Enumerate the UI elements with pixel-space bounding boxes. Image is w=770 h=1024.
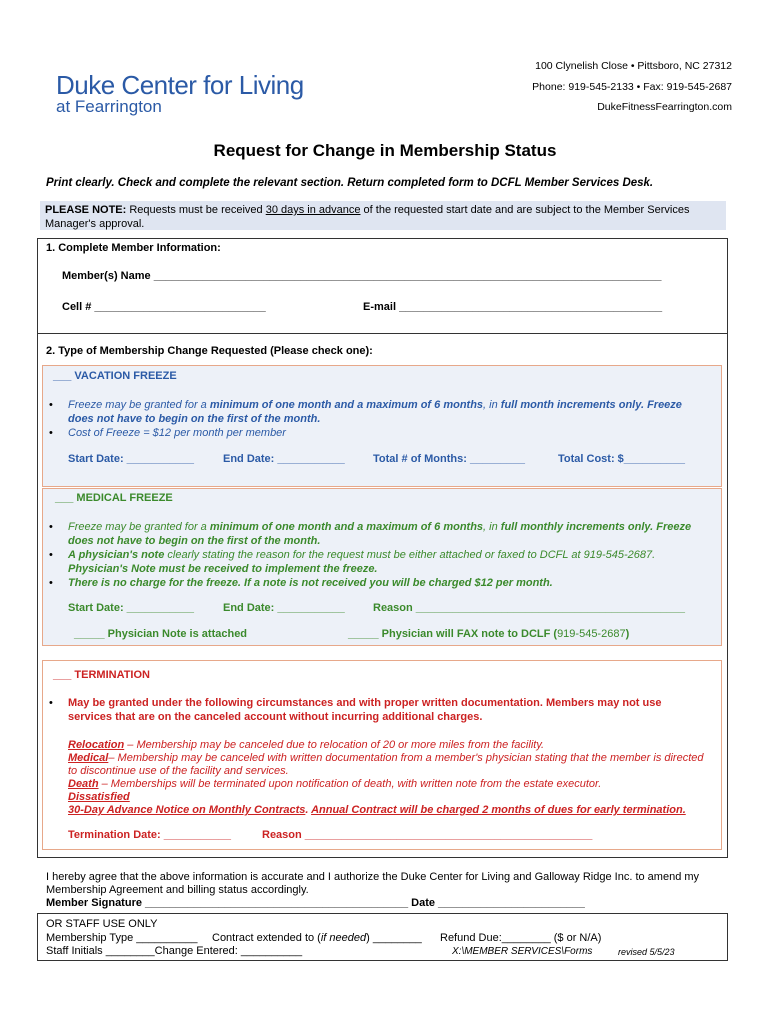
agreement-line1: I hereby agree that the above information is accurate and I authorize the Duke Center for Living and Galloway Ridge Inc. to amend my — [46, 871, 700, 883]
termination-advance-notice: 30-Day Advance Notice on Monthly Contracts. Annual Contract will be charged 2 months of dues for early termination. — [68, 804, 686, 816]
bullet-icon: • — [49, 697, 53, 709]
page-title: Request for Change in Membership Status — [213, 141, 557, 160]
termination-checkbox[interactable]: ___ TERMINATION — [53, 669, 150, 681]
membership-type-field[interactable]: Membership Type __________ — [46, 932, 198, 944]
staff-heading: OR STAFF USE ONLY — [46, 918, 158, 930]
medical-bullet-1-line2: does not have to begin on the first of the month. — [68, 535, 321, 547]
form-path: X:\MEMBER SERVICES\Forms — [452, 946, 593, 957]
medical-end-date[interactable]: End Date: ___________ — [223, 602, 345, 614]
website: DukeFitnessFearrington.com — [597, 101, 732, 113]
refund-due-field[interactable]: Refund Due:________ ($ or N/A) — [440, 932, 602, 944]
physician-note-attached-checkbox[interactable]: _____ Physician Note is attached — [74, 628, 248, 640]
bullet-icon: • — [49, 549, 53, 561]
physician-fax-checkbox[interactable]: _____ Physician will FAX note to DCLF (919-545-2687) — [348, 628, 630, 640]
medical-bullet-1: • Freeze may be granted for a minimum of one month and a maximum of 6 months, in full monthly increments only. Freeze — [49, 521, 692, 533]
cell-field[interactable]: Cell # ____________________________ — [62, 301, 266, 313]
instructions: Print clearly. Check and complete the relevant section. Return completed form to DCFL Member Services Desk. — [46, 177, 654, 189]
bullet-icon: • — [49, 427, 53, 439]
termination-bullet-1-line2: services that are on the canceled account without incurring additional charges. — [68, 711, 483, 723]
please-note-label: PLEASE NOTE: — [45, 204, 127, 216]
section2-heading: 2. Type of Membership Change Requested (Please check one): — [46, 345, 373, 357]
termination-dissatisfied: Dissatisfied — [68, 791, 130, 803]
phone-fax: Phone: 919-545-2133 • Fax: 919-545-2687 — [532, 81, 732, 93]
bullet-icon: • — [49, 521, 53, 533]
please-note — [40, 201, 726, 230]
revised-date: revised 5/5/23 — [618, 947, 675, 957]
please-note-underlined: 30 days in advance — [265, 204, 361, 216]
contract-extended-field[interactable]: Contract extended to (if needed) ________ — [212, 932, 422, 944]
members-name-field[interactable]: Member(s) Name ___________________________________________________________________________________ — [62, 270, 662, 282]
vacation-bullet-1-line2: does not have to begin on the first of the month. — [68, 413, 321, 425]
termination-medical: Medical– Membership may be canceled with written documentation from a member's physician stating that the member is directed — [68, 752, 704, 764]
vacation-freeze-checkbox[interactable]: ___ VACATION FREEZE — [53, 370, 177, 382]
section1-heading: 1. Complete Member Information: — [46, 242, 221, 254]
bullet-icon: • — [49, 399, 53, 411]
termination-death: Death – Memberships will be terminated upon notification of death, with written note from the estate executor. — [68, 778, 602, 790]
medical-bullet-3: • There is no charge for the freeze. If a note is not received you will be charged $12 per month. — [49, 577, 553, 589]
termination-reason[interactable]: Reason _______________________________________________ — [262, 829, 593, 841]
please-note-post: of the requested start date and are subject to the Member Services Manager's approval. — [45, 204, 690, 230]
vacation-total-cost[interactable]: Total Cost: $__________ — [558, 453, 685, 465]
agreement-line2: Membership Agreement and billing status accordingly. — [46, 884, 309, 896]
termination-bullet-1: • May be granted under the following circumstances and with proper written documentation. Members may not use — [49, 697, 662, 709]
logo-line1: Duke Center for Living — [56, 70, 304, 100]
termination-date[interactable]: Termination Date: ___________ — [68, 829, 232, 841]
medical-freeze-checkbox[interactable]: ___ MEDICAL FREEZE — [55, 492, 173, 504]
address: 100 Clynelish Close • Pittsboro, NC 27312 — [535, 60, 732, 72]
logo-line2: at Fearrington — [56, 97, 162, 116]
email-field[interactable]: E-mail ___________________________________________ — [363, 301, 663, 313]
please-note-pre: Requests must be received — [126, 204, 266, 216]
staff-initials-field[interactable]: Staff Initials ________Change Entered: __________ — [46, 945, 303, 957]
medical-bullet-2-line2: Physician's Note must be received to implement the freeze. — [68, 563, 378, 575]
medical-reason[interactable]: Reason ____________________________________________ — [373, 602, 685, 614]
bullet-icon: • — [49, 577, 53, 589]
termination-relocation: Relocation – Membership may be canceled due to relocation of 20 or more miles from the facility. — [68, 739, 545, 751]
vacation-bullet-1: • Freeze may be granted for a minimum of one month and a maximum of 6 months, in full month increments only. Freeze — [49, 399, 682, 411]
termination-medical-line2: to discontinue use of the facility and services. — [68, 765, 289, 777]
medical-bullet-2: • A physician's note clearly stating the reason for the request must be either attached or faxed to DCFL at 919-545-2687. — [49, 549, 656, 561]
vacation-bullet-2: • Cost of Freeze = $12 per month per member — [49, 427, 286, 439]
vacation-total-months[interactable]: Total # of Months: _________ — [373, 453, 526, 465]
member-signature-field[interactable]: Member Signature ___________________________________________ Date ________________________ — [46, 897, 585, 909]
medical-start-date[interactable]: Start Date: ___________ — [68, 602, 194, 614]
vacation-start-date[interactable]: Start Date: ___________ — [68, 453, 194, 465]
vacation-end-date[interactable]: End Date: ___________ — [223, 453, 345, 465]
section-divider — [37, 333, 728, 334]
